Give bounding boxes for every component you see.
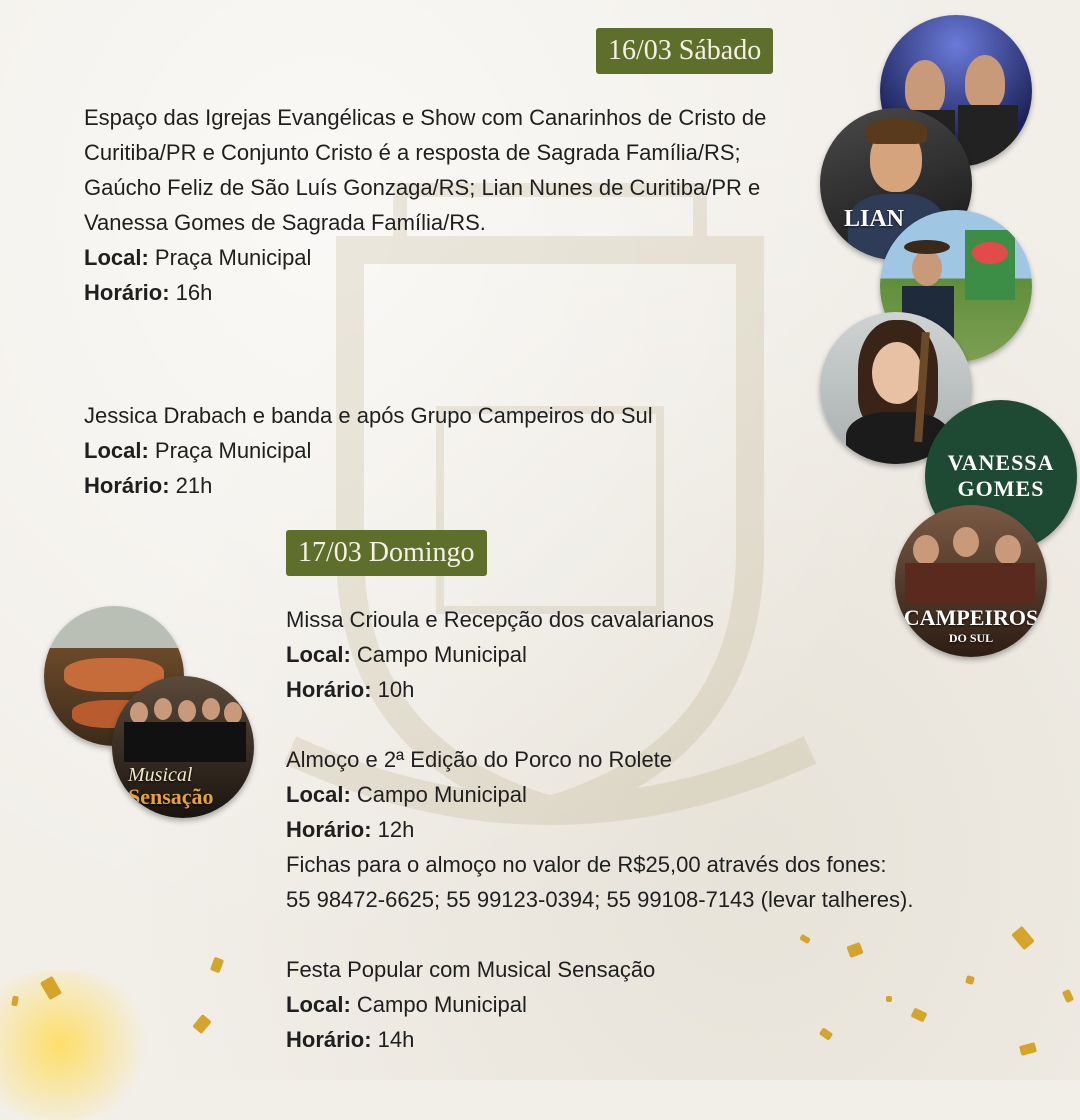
location-value: Campo Municipal (350, 642, 527, 667)
lunch-ticket-note: Fichas para o almoço no valor de R$25,00 através dos fones: (286, 852, 887, 877)
location-label: Local: (286, 642, 351, 667)
location-value: Praça Municipal (148, 438, 312, 463)
musical-sensacao-photo (112, 676, 254, 818)
event-description: Espaço das Igrejas Evangélicas e Show com Canarinhos de Cristo de Curitiba/PR e Conjunto Cristo é a resposta de Sagrada Família/RS; Gaúcho Feliz de São Luís Gonzaga/RS; Lian Nunes de Curitiba/PR e Vanessa Gomes de Sagrada Família/RS. (84, 105, 767, 235)
event-location (84, 240, 804, 275)
event-time (286, 1022, 1026, 1057)
confetti-piece (886, 996, 892, 1002)
location-value: Campo Municipal (350, 782, 527, 807)
event-time (84, 275, 804, 310)
campeiros-do-sul-photo (895, 505, 1047, 657)
event-time (286, 672, 1026, 707)
location-label: Local: (84, 245, 149, 270)
musical-caption-line1: Musical (128, 764, 193, 786)
location-label: Local: (286, 992, 351, 1017)
musical-caption-line2: Sensação (128, 784, 214, 809)
sunday-event-2 (286, 742, 1046, 917)
saturday-event-2 (84, 398, 804, 503)
sunday-date-badge: 17/03 Domingo (286, 530, 487, 576)
saturday-event-1 (84, 100, 804, 310)
event-description: Jessica Drabach e banda e após Grupo Campeiros do Sul (84, 403, 653, 428)
event-location (84, 433, 804, 468)
campeiros-caption-line2: DO SUL (948, 631, 994, 645)
time-value: 12h (371, 817, 415, 842)
event-description: Missa Crioula e Recepção dos cavalarianos (286, 607, 714, 632)
event-description: Almoço e 2ª Edição do Porco no Rolete (286, 747, 673, 772)
time-label: Horário: (84, 473, 170, 498)
event-time (84, 468, 804, 503)
location-value: Campo Municipal (350, 992, 527, 1017)
saturday-date-badge: 16/03 Sábado (596, 28, 773, 74)
sunday-event-3 (286, 952, 1026, 1057)
time-label: Horário: (286, 677, 372, 702)
location-label: Local: (286, 782, 351, 807)
time-label: Horário: (286, 817, 372, 842)
lunch-phone-numbers: 55 98472-6625; 55 99123-0394; 55 99108-7143 (levar talheres). (286, 887, 914, 912)
time-value: 10h (371, 677, 415, 702)
time-value: 14h (371, 1027, 415, 1052)
event-time (286, 812, 1046, 847)
time-label: Horário: (84, 280, 170, 305)
location-label: Local: (84, 438, 149, 463)
event-description: Festa Popular com Musical Sensação (286, 957, 656, 982)
campeiros-caption-line1: CAMPEIROS (903, 605, 1039, 630)
vanessa-line2: GOMES (957, 476, 1045, 501)
event-location (286, 777, 1046, 812)
vanessa-line1: VANESSA (947, 450, 1055, 475)
location-value: Praça Municipal (148, 245, 312, 270)
time-value: 16h (169, 280, 213, 305)
time-value: 21h (169, 473, 213, 498)
lian-caption: LIAN (844, 206, 905, 232)
time-label: Horário: (286, 1027, 372, 1052)
